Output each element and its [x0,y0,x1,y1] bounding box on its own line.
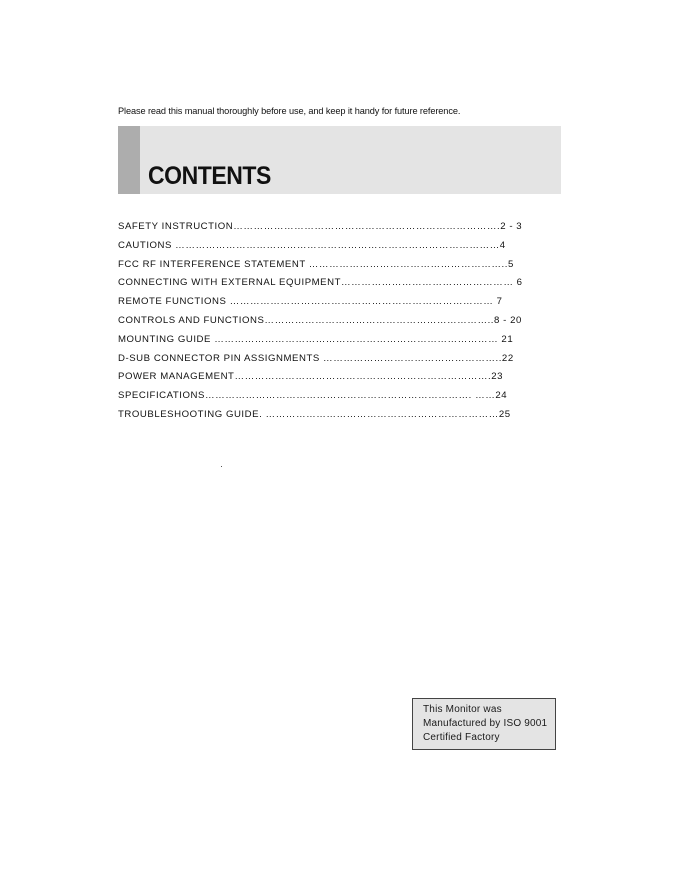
certification-line-3: Certified Factory [423,732,500,743]
usage-notice: Please read this manual thoroughly before use, and keep it handy for future reference. [118,106,461,116]
toc-entry-power-management: POWER MANAGEMENT………………………………………………………………….23 [118,371,504,383]
toc-entry-mounting-guide: MOUNTING GUIDE ………………………………………………………………………… 21 [118,333,514,345]
toc-entry-controls-functions: CONTROLS AND FUNCTIONS…………………………………………………………..8 - 20 [118,314,522,326]
toc-entry-connecting-equipment: CONNECTING WITH EXTERNAL EQUIPMENT…………………………………………… 6 [118,277,523,289]
toc-entry-safety-instruction: SAFETY INSTRUCTION…………………………………………………………………….2 - 3 [118,221,523,232]
toc-entry-remote-functions: REMOTE FUNCTIONS …………………………………………………………………… 7 [118,296,503,308]
toc-entry-specifications: SPECIFICATIONS……………………………………………………………………. ……24 [118,390,508,402]
toc-entry-fcc-statement: FCC RF INTERFERENCE STATEMENT …………………………………………………..5 [118,258,514,270]
toc-entry-dsub-pin-assignments: D-SUB CONNECTOR PIN ASSIGNMENTS ……………………………………………..22 [118,352,514,364]
stray-mark [221,466,222,467]
certification-line-2: Manufactured by ISO 9001 [423,718,548,729]
toc-entry-troubleshooting: TROUBLESHOOTING GUIDE. ……………………………………………………………25 [118,408,511,420]
page-title: CONTENTS [148,162,271,190]
contents-header-box [118,126,561,194]
table-of-contents [118,218,538,425]
toc-entry-cautions: CAUTIONS ……………………………………………………………………………………4 [118,239,506,251]
header-accent-bar [118,126,140,194]
certification-line-1: This Monitor was [423,704,502,715]
iso-certification-box [412,698,556,750]
